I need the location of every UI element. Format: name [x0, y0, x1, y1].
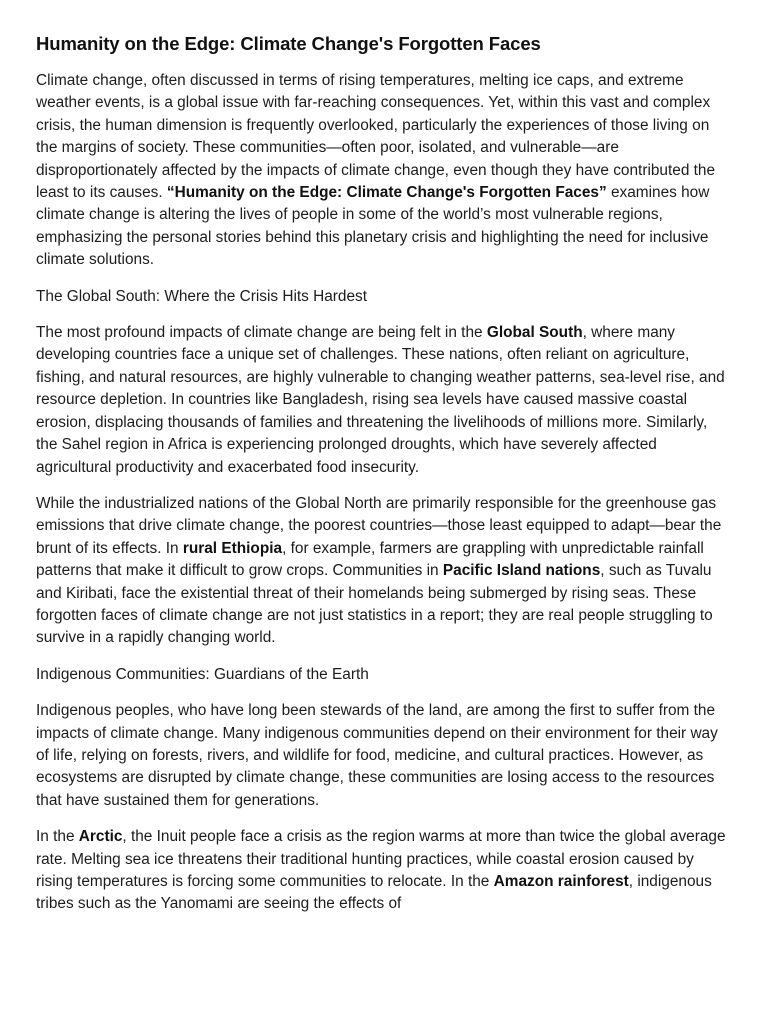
page-title: Humanity on the Edge: Climate Change's Forgotten Faces: [36, 33, 541, 54]
section-heading-indigenous: Indigenous Communities: Guardians of the Earth: [36, 665, 369, 683]
global-south-paragraph-1: [36, 322, 730, 479]
ind-p2-bold-arctic: Arctic: [78, 828, 123, 846]
ind-p1-text-1: Indigenous peoples, who have long been stewards of the land, are among the first to suffer from the impacts of climate change. Many indigenous communities depend on their environment for their way of life, relying on forests, rivers, and wildlife for food, medicine, and cultural practices. However, as ecosystems are disrupted by climate change, these communities are losing access to the resources that have sustained them for generations.: [36, 702, 718, 809]
ind-p2-text-1: In the: [36, 828, 79, 846]
intro-text-2: examines how climate change is altering the lives of people in some of the world’s most vulnerable regions, emphasizing the personal stories behind this planetary crisis and highlighting the need for inclusive climate solutions.: [36, 184, 710, 269]
gs-p2-text-2: , for example, farmers are grappling with unpredictable rainfall patterns that make it difficult to grow crops. Communities in: [36, 539, 704, 580]
global-south-paragraph-2: [36, 493, 730, 650]
gs-p1-text-1: The most profound impacts of climate change are being felt in the: [36, 324, 487, 342]
gs-p2-bold-pacific-islands: Pacific Island nations: [442, 562, 601, 580]
intro-bold-title: “Humanity on the Edge: Climate Change's Forgotten Faces”: [166, 184, 607, 202]
ind-p2-bold-amazon: Amazon rainforest: [493, 873, 629, 890]
gs-p2-text-1: While the industrialized nations of the Global North are primarily responsible for the greenhouse gas emissions that drive climate change, the poorest countries—those least equipped to adapt—bear the brunt of its effects. In: [36, 494, 722, 557]
gs-p2-text-3: , such as Tuvalu and Kiribati, face the existential threat of their homelands being submerged by rising seas. These forgotten faces of climate change are not just statistics in a report; they are real people struggling to survive in a rapidly changing world.: [36, 562, 713, 647]
gs-p1-text-2: , where many developing countries face a unique set of challenges. These nations, often reliant on agriculture, fishing, and natural resources, are highly vulnerable to changing weather patterns, sea-level rise, and resource depletion. In countries like Bangladesh, rising sea levels have caused massive coastal erosion, displacing thousands of families and threatening the livelihoods of millions more. Similarly, the Sahel region in Africa is experiencing prolonged droughts, which have severely affected agricultural productivity and exacerbated food insecurity.: [36, 324, 725, 476]
intro-paragraph: [36, 70, 730, 272]
document-page: [36, 31, 730, 930]
intro-text-1: Climate change, often discussed in terms of rising temperatures, melting ice caps, and extreme weather events, is a global issue with far-reaching consequences. Yet, within this vast and complex crisis, the human dimension is frequently overlooked, particularly the experiences of those living on the margins of society. These communities—often poor, isolated, and vulnerable—are disproportionately affected by the impacts of climate change, even though they have contributed the least to its causes.: [36, 72, 716, 202]
indigenous-paragraph-2: [36, 826, 730, 916]
gs-p2-bold-rural-ethiopia: rural Ethiopia: [182, 539, 283, 557]
ind-p2-text-3: , indigenous tribes such as the Yanomami are seeing the effects of: [36, 873, 712, 913]
section-heading-global-south: The Global South: Where the Crisis Hits Hardest: [36, 287, 368, 305]
gs-p1-bold-global-south: Global South: [486, 324, 583, 342]
ind-p2-text-2: , the Inuit people face a crisis as the region warms at more than twice the global average rate. Melting sea ice threatens their traditional hunting practices, while coastal erosion caused by rising temperatures is forcing some communities to relocate. In the: [36, 828, 726, 890]
indigenous-paragraph-1: [36, 700, 730, 812]
